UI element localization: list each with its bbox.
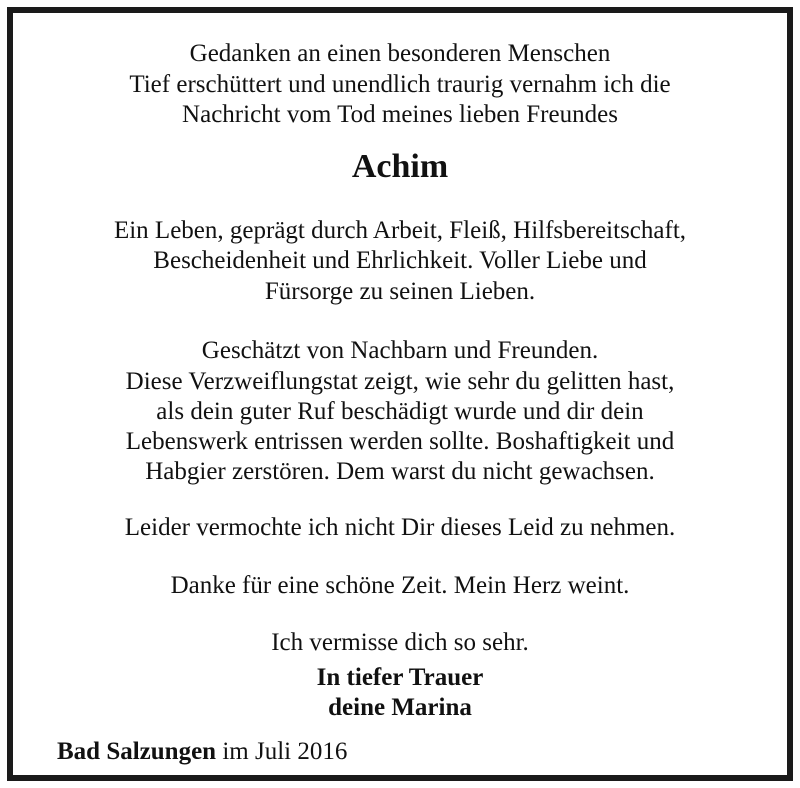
deceased-name: Achim — [351, 148, 449, 185]
obituary-notice — [7, 7, 793, 781]
signature-line-1: In tiefer Trauer — [316, 664, 484, 691]
date-text: im Juli 2016 — [222, 738, 348, 765]
intro-line-3: Nachricht vom Tod meines lieben Freundes — [182, 101, 618, 128]
paragraph2-line-1: Geschätzt von Nachbarn und Freunden. — [201, 337, 599, 364]
paragraph2-line-3: als dein guter Ruf beschädigt wurde und dir dein — [156, 398, 644, 425]
place-name: Bad Salzungen — [57, 738, 217, 765]
paragraph4-line: Danke für eine schöne Zeit. Mein Herz weint. — [170, 572, 630, 599]
paragraph1-line-1: Ein Leben, geprägt durch Arbeit, Fleiß, Hilfsbereitschaft, — [113, 217, 687, 244]
paragraph1-line-2: Bescheidenheit und Ehrlichkeit. Voller Liebe und — [153, 247, 647, 274]
paragraph1-line-3: Fürsorge zu seinen Lieben. — [264, 278, 536, 305]
signature-line-2: deine Marina — [328, 694, 472, 721]
paragraph2-line-4: Lebenswerk entrissen werden sollte. Boshaftigkeit und — [125, 428, 675, 455]
place-and-date — [57, 737, 347, 767]
paragraph5-line: Ich vermisse dich so sehr. — [271, 629, 529, 656]
intro-line-1: Gedanken an einen besonderen Menschen — [189, 40, 611, 67]
paragraph3-line: Leider vermochte ich nicht Dir dieses Leid zu nehmen. — [124, 514, 676, 541]
paragraph2-line-2: Diese Verzweiflungstat zeigt, wie sehr du gelitten hast, — [125, 368, 675, 395]
paragraph2-line-5: Habgier zerstören. Dem warst du nicht gewachsen. — [145, 458, 655, 485]
intro-line-2: Tief erschüttert und unendlich traurig vernahm ich die — [129, 71, 671, 98]
